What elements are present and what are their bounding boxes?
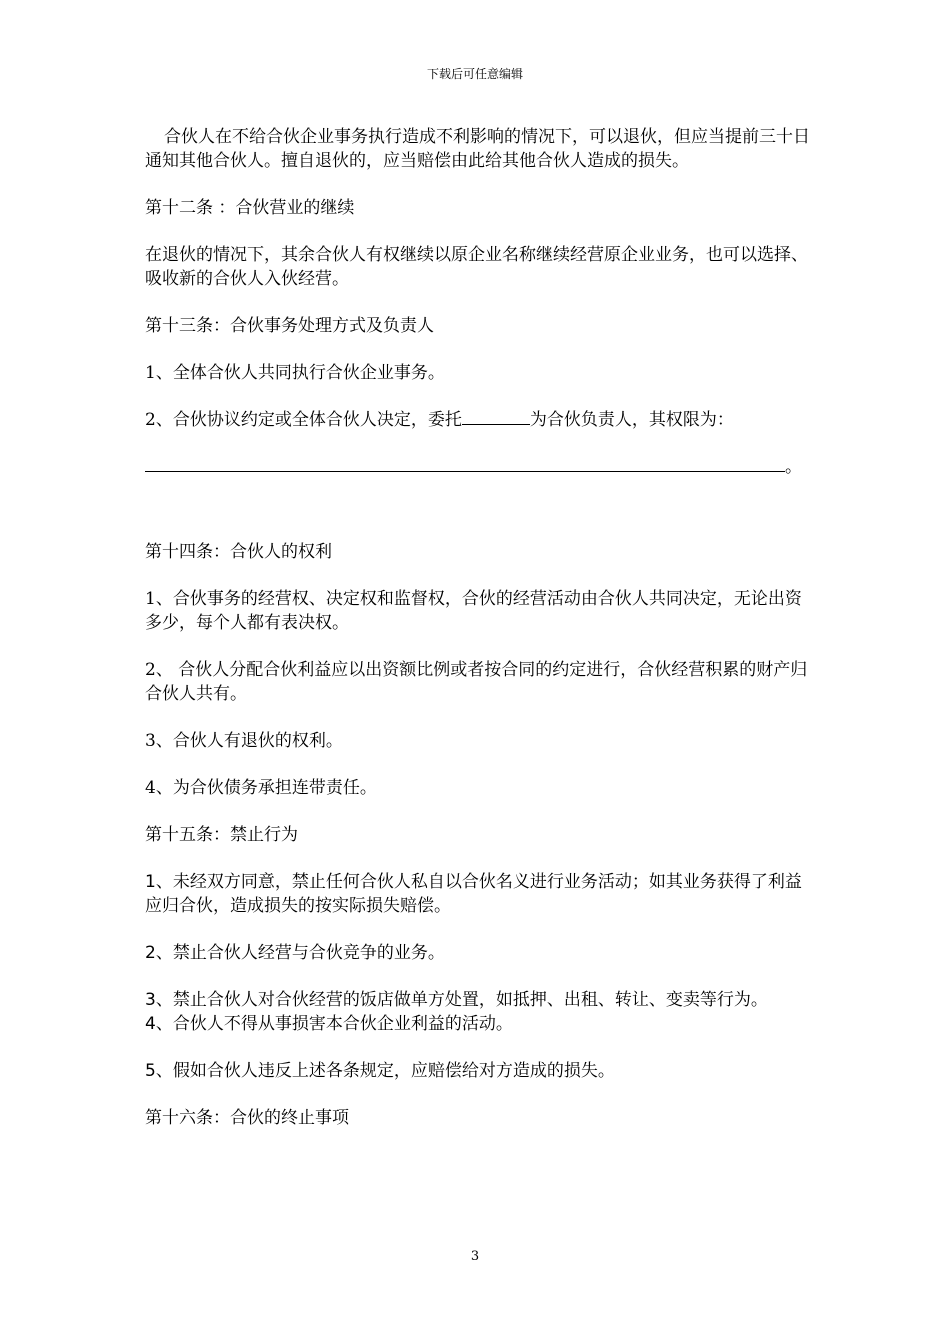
article-15-item-1-number: 1 bbox=[145, 872, 156, 892]
article-15-item-1-text: 、未经双方同意，禁止任何合伙人私自以合伙名义进行业务活动；如其业务获得了利益应归合伙，造成损失的按实际损失赔偿。 bbox=[145, 872, 802, 916]
article-15-item-1 bbox=[145, 870, 810, 918]
article-14-item-3: 3、合伙人有退伙的权利。 bbox=[145, 731, 343, 751]
article-15-item-4 bbox=[145, 1012, 810, 1036]
article-16-title: 第十六条：合伙的终止事项 bbox=[145, 1108, 349, 1128]
article-14-title: 第十四条：合伙人的权利 bbox=[145, 542, 332, 562]
article-15-item-5-number: 5 bbox=[145, 1061, 156, 1081]
article-15-item-3 bbox=[145, 988, 810, 1012]
article-15-item-2 bbox=[145, 941, 810, 965]
article-13-item-2-before: 2、合伙协议约定或全体合伙人决定，委托 bbox=[145, 410, 462, 430]
article-12-body: 在退伙的情况下，其余合伙人有权继续以原企业名称继续经营原企业业务，也可以选择、吸收新的合伙人入伙经营。 bbox=[145, 245, 808, 289]
article-15-item-5 bbox=[145, 1059, 810, 1083]
document-body bbox=[145, 125, 810, 1153]
page-number: 3 bbox=[470, 1249, 480, 1264]
authority-blank-rule bbox=[145, 457, 785, 472]
article-15-item-3-number: 3 bbox=[145, 990, 156, 1010]
article-13-item-2-after: 为合伙负责人，其权限为： bbox=[529, 410, 734, 430]
article-12-title: 第十二条 ：合伙营业的继续 bbox=[145, 198, 355, 218]
article-15-item-3-text: 、禁止合伙人对合伙经营的饭店做单方处置，如抵押、出租、转让、变卖等行为。 bbox=[155, 990, 768, 1010]
article-13-item-2 bbox=[145, 408, 810, 432]
article-15-item-5-text: 、假如合伙人违反上述各条规定，应赔偿给对方造成的损失。 bbox=[155, 1061, 615, 1081]
article-14-item-4: 4、为合伙债务承担连带责任。 bbox=[145, 778, 377, 798]
authority-line-end: 。 bbox=[785, 457, 802, 477]
article-15-item-4-number: 4 bbox=[145, 1014, 156, 1034]
article-14-item-2: 2、 合伙人分配合伙利益应以出资额比例或者按合同的约定进行，合伙经营积累的财产归合伙人共有。 bbox=[145, 660, 808, 704]
responsible-person-blank bbox=[462, 410, 530, 425]
article-14-item-1: 1、合伙事务的经营权、决定权和监督权，合伙的经营活动由合伙人共同决定，无论出资多少，每个人都有表决权。 bbox=[145, 589, 802, 633]
withdrawal-paragraph: 合伙人在不给合伙企业事务执行造成不利影响的情况下，可以退伙，但应当提前三十日通知其他合伙人。擅自退伙的，应当赔偿由此给其他合伙人造成的损失。 bbox=[145, 127, 810, 171]
article-15-item-4-text: 、合伙人不得从事损害本合伙企业利益的活动。 bbox=[155, 1014, 513, 1034]
article-15-title: 第十五条：禁止行为 bbox=[145, 825, 298, 845]
article-15-item-2-number: 2 bbox=[145, 943, 156, 963]
article-13-item-1: 1、全体合伙人共同执行合伙企业事务。 bbox=[145, 363, 445, 383]
page-header: 下载后可任意编辑 bbox=[426, 67, 523, 81]
article-15-item-2-text: 、禁止合伙人经营与合伙竞争的业务。 bbox=[155, 943, 445, 963]
article-13-title: 第十三条：合伙事务处理方式及负责人 bbox=[145, 316, 434, 336]
authority-blank-line bbox=[145, 455, 810, 479]
